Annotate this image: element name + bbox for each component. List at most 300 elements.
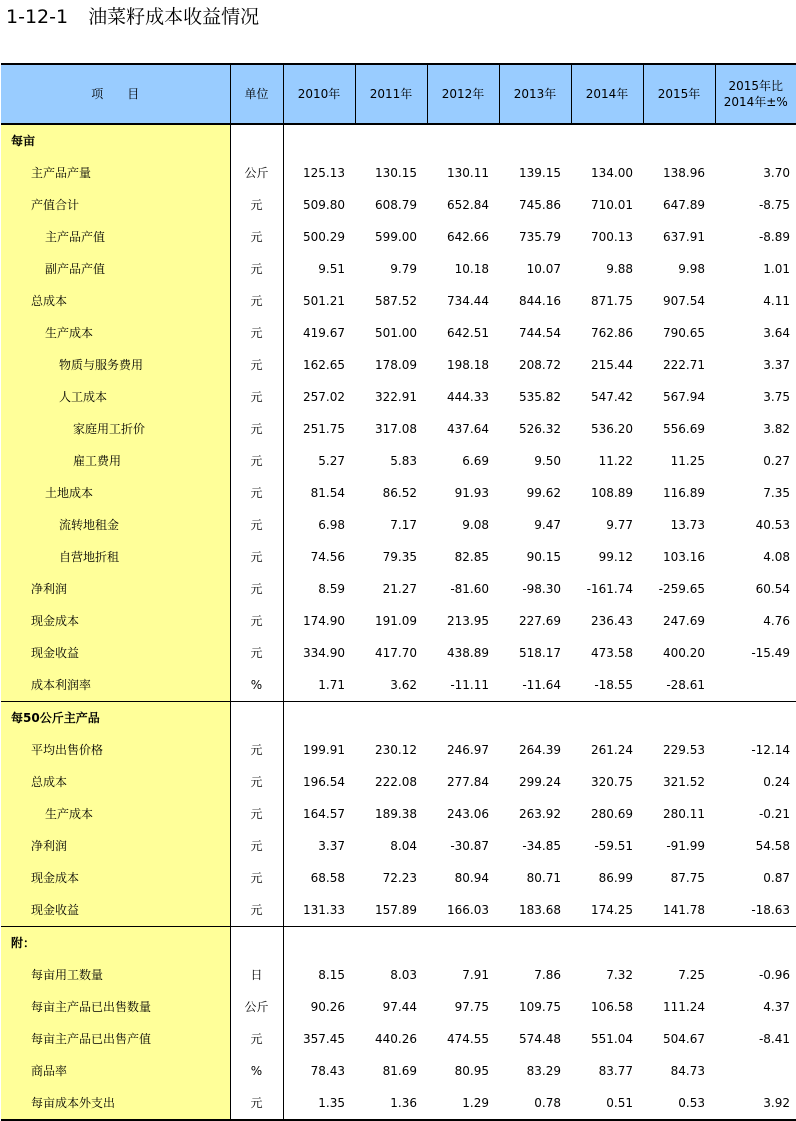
value-cell: 844.16 xyxy=(499,285,571,317)
change-cell: -12.14 xyxy=(715,734,796,766)
header-year: 2012年 xyxy=(427,64,499,124)
change-cell: 1.01 xyxy=(715,253,796,285)
value-cell xyxy=(355,702,427,735)
change-cell xyxy=(715,669,796,702)
unit-cell: 元 xyxy=(230,605,283,637)
value-cell: 745.86 xyxy=(499,189,571,221)
change-cell: 3.64 xyxy=(715,317,796,349)
row-label: 物质与服务费用 xyxy=(1,349,230,381)
row-label: 成本利润率 xyxy=(1,669,230,702)
value-cell: 82.85 xyxy=(427,541,499,573)
value-cell: 0.53 xyxy=(643,1087,715,1120)
change-cell: -0.96 xyxy=(715,959,796,991)
change-cell: 3.82 xyxy=(715,413,796,445)
row-label: 主产品产量 xyxy=(1,157,230,189)
value-cell: -161.74 xyxy=(571,573,643,605)
value-cell: -98.30 xyxy=(499,573,571,605)
value-cell: 174.25 xyxy=(571,894,643,927)
value-cell: 9.88 xyxy=(571,253,643,285)
header-row xyxy=(1,64,796,124)
value-cell xyxy=(499,124,571,157)
value-cell: 444.33 xyxy=(427,381,499,413)
value-cell: 191.09 xyxy=(355,605,427,637)
value-cell: 0.78 xyxy=(499,1087,571,1120)
unit-cell: 元 xyxy=(230,830,283,862)
value-cell: 125.13 xyxy=(283,157,355,189)
value-cell: 437.64 xyxy=(427,413,499,445)
value-cell: 6.69 xyxy=(427,445,499,477)
value-cell: 10.18 xyxy=(427,253,499,285)
change-cell xyxy=(715,702,796,735)
unit-cell: 元 xyxy=(230,541,283,573)
value-cell: 501.00 xyxy=(355,317,427,349)
value-cell: 547.42 xyxy=(571,381,643,413)
value-cell: 280.11 xyxy=(643,798,715,830)
table-row xyxy=(1,1087,796,1120)
unit-cell: 元 xyxy=(230,766,283,798)
value-cell: 504.67 xyxy=(643,1023,715,1055)
value-cell: 280.69 xyxy=(571,798,643,830)
unit-cell: 元 xyxy=(230,573,283,605)
value-cell xyxy=(571,124,643,157)
value-cell: 87.75 xyxy=(643,862,715,894)
value-cell: 90.26 xyxy=(283,991,355,1023)
value-cell: 700.13 xyxy=(571,221,643,253)
value-cell: 264.39 xyxy=(499,734,571,766)
row-label: 每亩主产品已出售数量 xyxy=(1,991,230,1023)
value-cell: 164.57 xyxy=(283,798,355,830)
value-cell: 157.89 xyxy=(355,894,427,927)
value-cell: 11.22 xyxy=(571,445,643,477)
value-cell: 526.32 xyxy=(499,413,571,445)
value-cell: 652.84 xyxy=(427,189,499,221)
value-cell: 247.69 xyxy=(643,605,715,637)
value-cell: 473.58 xyxy=(571,637,643,669)
value-cell: 196.54 xyxy=(283,766,355,798)
unit-cell: 元 xyxy=(230,894,283,927)
value-cell: 78.43 xyxy=(283,1055,355,1087)
value-cell: 3.37 xyxy=(283,830,355,862)
row-label: 自营地折租 xyxy=(1,541,230,573)
row-label: 总成本 xyxy=(1,285,230,317)
value-cell: 8.03 xyxy=(355,959,427,991)
value-cell: 199.91 xyxy=(283,734,355,766)
unit-cell: 元 xyxy=(230,637,283,669)
value-cell xyxy=(571,927,643,960)
value-cell: 9.47 xyxy=(499,509,571,541)
value-cell: 109.75 xyxy=(499,991,571,1023)
value-cell: 0.51 xyxy=(571,1087,643,1120)
value-cell: 130.15 xyxy=(355,157,427,189)
value-cell: 567.94 xyxy=(643,381,715,413)
unit-cell: 元 xyxy=(230,1087,283,1120)
value-cell: 536.20 xyxy=(571,413,643,445)
value-cell: 871.75 xyxy=(571,285,643,317)
value-cell: 7.17 xyxy=(355,509,427,541)
unit-cell: 元 xyxy=(230,189,283,221)
value-cell xyxy=(283,702,355,735)
header-year: 2015年 xyxy=(643,64,715,124)
value-cell: 111.24 xyxy=(643,991,715,1023)
value-cell: -59.51 xyxy=(571,830,643,862)
row-label: 生产成本 xyxy=(1,798,230,830)
value-cell: 438.89 xyxy=(427,637,499,669)
change-cell xyxy=(715,927,796,960)
header-year: 2013年 xyxy=(499,64,571,124)
value-cell: 174.90 xyxy=(283,605,355,637)
page-title xyxy=(6,4,259,30)
row-label: 现金收益 xyxy=(1,637,230,669)
value-cell: 322.91 xyxy=(355,381,427,413)
value-cell: 10.07 xyxy=(499,253,571,285)
row-label: 副产品产值 xyxy=(1,253,230,285)
value-cell: 108.89 xyxy=(571,477,643,509)
value-cell xyxy=(283,927,355,960)
header-change-line1: 2015年比 xyxy=(716,78,796,94)
table-row xyxy=(1,991,796,1023)
unit-cell: 公斤 xyxy=(230,157,283,189)
table-row xyxy=(1,317,796,349)
value-cell: 229.53 xyxy=(643,734,715,766)
table-row xyxy=(1,221,796,253)
value-cell: -34.85 xyxy=(499,830,571,862)
unit-cell: % xyxy=(230,1055,283,1087)
value-cell xyxy=(427,702,499,735)
value-cell: 11.25 xyxy=(643,445,715,477)
value-cell: 7.32 xyxy=(571,959,643,991)
value-cell: 80.71 xyxy=(499,862,571,894)
value-cell: 99.12 xyxy=(571,541,643,573)
row-label: 净利润 xyxy=(1,573,230,605)
value-cell: 139.15 xyxy=(499,157,571,189)
value-cell: 6.98 xyxy=(283,509,355,541)
value-cell xyxy=(643,702,715,735)
value-cell: 74.56 xyxy=(283,541,355,573)
header-year: 2014年 xyxy=(571,64,643,124)
row-label: 产值合计 xyxy=(1,189,230,221)
value-cell: 9.98 xyxy=(643,253,715,285)
value-cell: 501.21 xyxy=(283,285,355,317)
table-number: 1-12-1 xyxy=(6,6,68,28)
value-cell: 762.86 xyxy=(571,317,643,349)
value-cell: 91.93 xyxy=(427,477,499,509)
change-cell: -8.75 xyxy=(715,189,796,221)
row-label: 商品率 xyxy=(1,1055,230,1087)
change-cell: 4.08 xyxy=(715,541,796,573)
value-cell: 99.62 xyxy=(499,477,571,509)
value-cell: 599.00 xyxy=(355,221,427,253)
row-label: 生产成本 xyxy=(1,317,230,349)
value-cell: 251.75 xyxy=(283,413,355,445)
value-cell: 166.03 xyxy=(427,894,499,927)
change-cell: -0.21 xyxy=(715,798,796,830)
change-cell: 4.76 xyxy=(715,605,796,637)
table-row xyxy=(1,830,796,862)
value-cell xyxy=(355,927,427,960)
row-label: 现金成本 xyxy=(1,862,230,894)
value-cell: 81.54 xyxy=(283,477,355,509)
value-cell: 790.65 xyxy=(643,317,715,349)
value-cell: 8.15 xyxy=(283,959,355,991)
table-title: 油菜籽成本收益情况 xyxy=(88,6,259,28)
value-cell: 215.44 xyxy=(571,349,643,381)
table-row xyxy=(1,541,796,573)
unit-cell: 元 xyxy=(230,477,283,509)
value-cell: 1.71 xyxy=(283,669,355,702)
change-cell: -8.41 xyxy=(715,1023,796,1055)
cost-benefit-table xyxy=(1,63,796,1121)
value-cell: 227.69 xyxy=(499,605,571,637)
row-label: 人工成本 xyxy=(1,381,230,413)
section-row xyxy=(1,927,796,960)
table-body xyxy=(1,124,796,1120)
value-cell: 907.54 xyxy=(643,285,715,317)
unit-cell: 元 xyxy=(230,253,283,285)
value-cell: 551.04 xyxy=(571,1023,643,1055)
value-cell: 21.27 xyxy=(355,573,427,605)
value-cell: 243.06 xyxy=(427,798,499,830)
row-label: 现金收益 xyxy=(1,894,230,927)
value-cell: 734.44 xyxy=(427,285,499,317)
table-row xyxy=(1,253,796,285)
section-row xyxy=(1,124,796,157)
row-label: 土地成本 xyxy=(1,477,230,509)
value-cell: 744.54 xyxy=(499,317,571,349)
value-cell: -11.64 xyxy=(499,669,571,702)
value-cell: 7.91 xyxy=(427,959,499,991)
unit-cell: 元 xyxy=(230,509,283,541)
value-cell: 5.83 xyxy=(355,445,427,477)
value-cell: 1.35 xyxy=(283,1087,355,1120)
value-cell: 222.71 xyxy=(643,349,715,381)
unit-cell: 元 xyxy=(230,734,283,766)
value-cell: 162.65 xyxy=(283,349,355,381)
value-cell xyxy=(571,702,643,735)
change-cell: 4.11 xyxy=(715,285,796,317)
value-cell: 357.45 xyxy=(283,1023,355,1055)
value-cell: 86.99 xyxy=(571,862,643,894)
table-row xyxy=(1,959,796,991)
unit-cell: 元 xyxy=(230,221,283,253)
unit-cell: 元 xyxy=(230,798,283,830)
value-cell: 130.11 xyxy=(427,157,499,189)
value-cell: 1.29 xyxy=(427,1087,499,1120)
value-cell xyxy=(355,124,427,157)
value-cell xyxy=(499,927,571,960)
value-cell xyxy=(643,124,715,157)
value-cell: 7.25 xyxy=(643,959,715,991)
change-cell: 60.54 xyxy=(715,573,796,605)
value-cell: 13.73 xyxy=(643,509,715,541)
change-cell: -18.63 xyxy=(715,894,796,927)
value-cell: 257.02 xyxy=(283,381,355,413)
table-row xyxy=(1,734,796,766)
table-row xyxy=(1,1023,796,1055)
unit-cell: 元 xyxy=(230,349,283,381)
section-row xyxy=(1,702,796,735)
row-label: 流转地租金 xyxy=(1,509,230,541)
value-cell: 647.89 xyxy=(643,189,715,221)
change-cell: 0.87 xyxy=(715,862,796,894)
change-cell: 7.35 xyxy=(715,477,796,509)
value-cell: -28.61 xyxy=(643,669,715,702)
change-cell: 3.75 xyxy=(715,381,796,413)
value-cell: 299.24 xyxy=(499,766,571,798)
table-row xyxy=(1,894,796,927)
table-row xyxy=(1,381,796,413)
value-cell: 419.67 xyxy=(283,317,355,349)
header-item: 项 目 xyxy=(1,64,230,124)
value-cell: 263.92 xyxy=(499,798,571,830)
value-cell: 7.86 xyxy=(499,959,571,991)
value-cell: 116.89 xyxy=(643,477,715,509)
value-cell: 178.09 xyxy=(355,349,427,381)
value-cell: 8.04 xyxy=(355,830,427,862)
change-cell: 40.53 xyxy=(715,509,796,541)
value-cell: 208.72 xyxy=(499,349,571,381)
value-cell: 535.82 xyxy=(499,381,571,413)
table-row xyxy=(1,413,796,445)
value-cell: 134.00 xyxy=(571,157,643,189)
value-cell: 230.12 xyxy=(355,734,427,766)
value-cell: 84.73 xyxy=(643,1055,715,1087)
table-row xyxy=(1,509,796,541)
row-label: 平均出售价格 xyxy=(1,734,230,766)
value-cell: 500.29 xyxy=(283,221,355,253)
change-cell: 3.37 xyxy=(715,349,796,381)
value-cell: 587.52 xyxy=(355,285,427,317)
unit-cell: 元 xyxy=(230,413,283,445)
change-cell: 4.37 xyxy=(715,991,796,1023)
row-label: 每亩用工数量 xyxy=(1,959,230,991)
row-label: 家庭用工折价 xyxy=(1,413,230,445)
value-cell: 183.68 xyxy=(499,894,571,927)
unit-cell xyxy=(230,927,283,960)
value-cell: 81.69 xyxy=(355,1055,427,1087)
change-cell: 54.58 xyxy=(715,830,796,862)
value-cell: 277.84 xyxy=(427,766,499,798)
value-cell: 637.91 xyxy=(643,221,715,253)
value-cell: 574.48 xyxy=(499,1023,571,1055)
value-cell: 320.75 xyxy=(571,766,643,798)
section-label: 每50公斤主产品 xyxy=(1,702,230,735)
value-cell: 518.17 xyxy=(499,637,571,669)
row-label: 总成本 xyxy=(1,766,230,798)
value-cell: 5.27 xyxy=(283,445,355,477)
table-row xyxy=(1,285,796,317)
value-cell: 86.52 xyxy=(355,477,427,509)
value-cell: 106.58 xyxy=(571,991,643,1023)
value-cell: 608.79 xyxy=(355,189,427,221)
change-cell: 3.92 xyxy=(715,1087,796,1120)
value-cell: 198.18 xyxy=(427,349,499,381)
value-cell: 556.69 xyxy=(643,413,715,445)
value-cell: 8.59 xyxy=(283,573,355,605)
unit-cell xyxy=(230,124,283,157)
value-cell: 138.96 xyxy=(643,157,715,189)
value-cell: 90.15 xyxy=(499,541,571,573)
value-cell: 1.36 xyxy=(355,1087,427,1120)
table-row xyxy=(1,766,796,798)
value-cell: -30.87 xyxy=(427,830,499,862)
value-cell: 710.01 xyxy=(571,189,643,221)
table-row xyxy=(1,477,796,509)
table-row xyxy=(1,573,796,605)
value-cell: 103.16 xyxy=(643,541,715,573)
value-cell: 400.20 xyxy=(643,637,715,669)
table-row xyxy=(1,1055,796,1087)
value-cell: 509.80 xyxy=(283,189,355,221)
value-cell: 317.08 xyxy=(355,413,427,445)
value-cell: 9.77 xyxy=(571,509,643,541)
value-cell: -11.11 xyxy=(427,669,499,702)
value-cell: 80.94 xyxy=(427,862,499,894)
row-label: 净利润 xyxy=(1,830,230,862)
value-cell: 141.78 xyxy=(643,894,715,927)
value-cell: 80.95 xyxy=(427,1055,499,1087)
value-cell: 79.35 xyxy=(355,541,427,573)
value-cell xyxy=(499,702,571,735)
unit-cell: 日 xyxy=(230,959,283,991)
value-cell: 246.97 xyxy=(427,734,499,766)
table-row xyxy=(1,349,796,381)
value-cell: 131.33 xyxy=(283,894,355,927)
value-cell: -91.99 xyxy=(643,830,715,862)
header-year: 2011年 xyxy=(355,64,427,124)
table-row xyxy=(1,445,796,477)
section-label: 附： xyxy=(1,927,230,960)
section-label: 每亩 xyxy=(1,124,230,157)
value-cell: 417.70 xyxy=(355,637,427,669)
change-cell xyxy=(715,124,796,157)
header-change xyxy=(715,64,796,124)
value-cell: 321.52 xyxy=(643,766,715,798)
value-cell: -18.55 xyxy=(571,669,643,702)
row-label: 雇工费用 xyxy=(1,445,230,477)
table-row xyxy=(1,157,796,189)
value-cell: 97.44 xyxy=(355,991,427,1023)
value-cell: 9.50 xyxy=(499,445,571,477)
value-cell: 3.62 xyxy=(355,669,427,702)
unit-cell: 公斤 xyxy=(230,991,283,1023)
table-row xyxy=(1,189,796,221)
value-cell: 735.79 xyxy=(499,221,571,253)
change-cell: -15.49 xyxy=(715,637,796,669)
value-cell: 9.08 xyxy=(427,509,499,541)
row-label: 每亩成本外支出 xyxy=(1,1087,230,1120)
value-cell: 189.38 xyxy=(355,798,427,830)
header-year: 2010年 xyxy=(283,64,355,124)
value-cell: -81.60 xyxy=(427,573,499,605)
table-row xyxy=(1,798,796,830)
unit-cell: 元 xyxy=(230,862,283,894)
table-row xyxy=(1,862,796,894)
value-cell: 83.29 xyxy=(499,1055,571,1087)
change-cell xyxy=(715,1055,796,1087)
change-cell: 3.70 xyxy=(715,157,796,189)
header-unit: 单位 xyxy=(230,64,283,124)
change-cell: 0.24 xyxy=(715,766,796,798)
value-cell: 261.24 xyxy=(571,734,643,766)
value-cell xyxy=(427,927,499,960)
unit-cell: 元 xyxy=(230,285,283,317)
unit-cell: 元 xyxy=(230,445,283,477)
value-cell: 97.75 xyxy=(427,991,499,1023)
unit-cell: 元 xyxy=(230,317,283,349)
value-cell: 213.95 xyxy=(427,605,499,637)
row-label: 每亩主产品已出售产值 xyxy=(1,1023,230,1055)
change-cell: 0.27 xyxy=(715,445,796,477)
